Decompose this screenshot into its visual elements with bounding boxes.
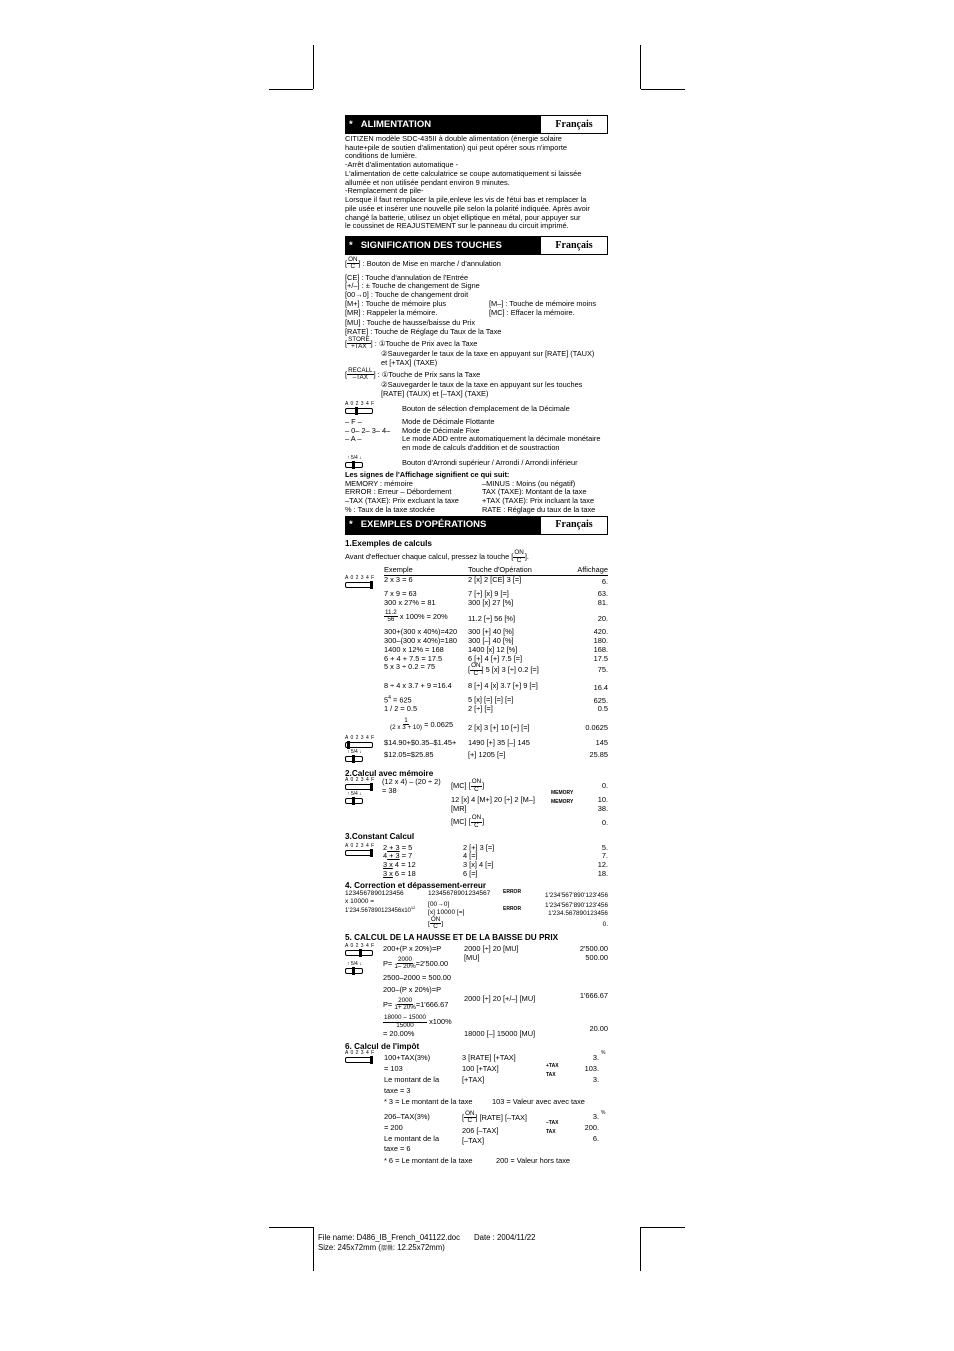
section-header-touches: [345, 236, 608, 255]
error-indicator: ERROR: [503, 889, 522, 896]
tax-example-add: A 0 2 3 4 F 100+TAX(3%) = 103 Le montant de la taxe = 3 3 [RATE] [+TAX] 100 [+TAX] [+TAX] +TAX TAX 3. 103. 3. %: [345, 1051, 608, 1095]
subsection-title: 5. CALCUL DE LA HAUSSE ET DE LA BAISSE DU PRIX: [345, 933, 559, 943]
text-line: Lorsque il faut remplacer la pile,enleve les vis de l'étui bas et remplacer la: [345, 195, 587, 205]
text-line: -Remplacement de pile-: [345, 186, 424, 196]
signs-title: Les signes de l'Affichage signifient ce qui suit:: [345, 469, 510, 479]
decimal-switch-icon: A 0 2 3 4 F: [345, 778, 373, 792]
text-line: [+/–] : ± Touche de changement de Signe: [345, 281, 480, 291]
tax-indicator: +TAX: [546, 1063, 559, 1070]
fraction: $\frac{1}{(2 x 3 + 10)}$: [390, 717, 423, 732]
table-row: 7 x 9 = 63: [384, 589, 417, 599]
fraction: $\frac{2000}{1- 20\%}$: [394, 955, 416, 970]
text-line: [RATE] (TAUX) et [–TAX] (TAXE): [381, 389, 489, 399]
table-row: 300 x 27% = 81: [384, 598, 436, 608]
decimal-switch-icon: A 0 2 3 4 F: [345, 944, 373, 958]
subsection-title: 2.Calcul avec mémoire: [345, 768, 434, 778]
rounding-switch-icon: ↑ 5/4 ↓: [345, 962, 363, 976]
on-key-line: [ $\frac{ON}{C}$ ] : Bouton de Mise en marche / d'annulation: [345, 256, 501, 271]
text-line: conditions de lumière.: [345, 151, 417, 161]
bullet-star-icon: *: [349, 118, 353, 130]
subsection-title: 6. Calcul de l'impôt: [345, 1041, 420, 1051]
bullet-star-icon: *: [349, 239, 353, 251]
section-header-exemples: [345, 516, 608, 535]
manual-page: * ALIMENTATION Français CITIZEN modèle SDC-435II à double alimentation (énergie solaire haute+pile de soutien d'alimentation) qui peut opérer sous n'importe conditions de lumière. -Arrêt d'alimentation automatique - L'alimentation de cette calculatrice se coupe automatiquement si laissée allumée et non utilisée pendant environ 9 minutes. -Remplacement de pile- Lorsque il faut remplacer la pile,enleve les vis de l'étui bas et remplacer la pile usée et insérer une nouvelle pile selon la polarité indiquée. Après avoir changé la batterie, utilisez un objet elliptique en métal, pour appuyer sur le coussinet de REAJUSTEMENT sur le panneau du circuit imprimé. * SIGNIFICATION DES TOUCHES Français [ $\frac{ON}{C}$ ] : Bouton de Mise en marche / d'annulation [CE] : Touche d'annulation de l'Entrée [+/–] : ± Touche de changement de Signe [00→0] : Touche de changement droit [M+] : Touche de mémoire plus [M–] : Touche de mémoire moins [MR] : Rappeler la mémoire. [MC] : Effacer la mémoire. [MU] : Touche de hausse/baisse du Prix [RATE] : Touche de Réglage du Taux de la Taxe [ $\frac{\text{STORE}}{\text{+TAX}}$ ] : ①Touche de Prix avec la Taxe ②Sauvegarder le taux de la taxe en appuyant sur [RATE] (TAUX) et [+TAX] (TAXE) [ $\frac{\text{RECALL}}{\text{–TAX}}$ ] : ①Touche de Prix sans la Taxe ②Sauvegarder le taux de la taxe en appuyant sur les touches [RATE] (TAUX) et [–TAX] (TAXE) A 0 2 3 4 F Bouton de sélection d'emplacement de la Décimale – F – Mode de Décimale Flottante – 0– 2– 3– 4– Mode de Décimale Fixe – A – Le mode ADD entre automatiquement la décimale monétaire en mode de calculs d'addition et de soustraction ↑ 5/4 ↓ Bouton d'Arrondi supérieur / Arrondi / Arrondi inférieur Les signes de l'Affichage signifient ce qui suit: MEMORY : mémoire –MINUS : Moins (ou négatif) ERROR : Erreur – Débordement TAX (TAXE): Montant de la taxe –TAX (TAXE): Prix excluant la taxe +TAX (TAXE): Prix incluant la taxe % : Taux de la taxe stockée RATE : Réglage du taux de la taxe * EXEMPLES D'OPÉRATIONS Français 1.Exemples de calculs Avant d'effectuer chaque calcul, pressez la touche [ $\frac{ON}{C}$ ]. Exemple Touche d'Opération Affichage A 0 2 3 4 F 2 x 3 = 6 2 [x] 2 [CE] 3 [=] 6. 7 x 9 = 63 7 [÷] [x] 9 [=] 63. 300 x 27% = 81 300 [x] 27 [%] 81. $\frac{11.2}{56}$ x 100% = 20% 11.2 [÷] 56 [%] 20. 300+(300 x 40%)=420 300 [+] 40 [%] 420. 300–(300 x 40%)=180 300 [–] 40 [%] 180. 1400 x 12% = 168 1400 [x] 12 [%] 168. 6 + 4 + 7.5 = 17.5 6 [+] 4 [+] 7.5 [=] 17.5 5 x 3 ÷ 0.2 = 75 [ $\frac{ON}{C}$ ] 5 [x] 3 [÷] 0.2 [=] 75. 8 ÷ 4 x 3.7 + 9 =16.4 8 [÷] 4 [x] 3.7 [+] 9 [=] 16.4 $5^4 = 625$ 5 [x] [=] [=] [=] 625. 1 / 2 = 0.5 2 [÷] [=] 0.5 $\frac{1}{(2 x 3 + 10)}$ = 0.0625 2 [x] 3 [+] 10 [÷] [=] 0.0625 A 0 2 3 4 F ↑ 5/4 ↓ $14.90+$0.35–$1.45+ 1490 [+] 35 [–] 145 145 $12.05=$25.85 [+] 1205 [=] 25.85 2.Calcul avec mémoire A 0 2 3 4 F ↑ 5/4 ↓ (12 x 4) – (20 ÷ 2) = 38 [MC] [ $\frac{ON}{C}$ ] 12 [x] 4 [M+] 20 [÷] 2 [M–] [MR] [MC] [ $\frac{ON}{C}$ ] MEMORY MEMORY 0. 10. 38. 0. 3.Constant Calcul A 0 2 3 4 F 2 + 3 = 5 4 + 3 = 7 3 x 4 = 12 3 x 6 = 18 2 [+] 3 [=] 4 [=] 3 [x] 4 [=] 6 [=] 5. 7. 12. 18. 4. Correction et dépassement-erreur 1234567890123456 x 10000 = $1'234.567890123456x10^{12}$ 12345678901234567 [00→0] [x] 10000 [=] [ $\frac{ON}{C}$ ] ERROR ERROR 1'234'567'890'123'456 1'234'567'890'123'456 1'234.567890123456 0. 5. CALCUL DE LA HAUSSE ET DE LA BAISSE DU PRIX A 0 2 3 4 F ↑ 5/4 ↓ 200+(P x 20%)=P P= $\frac{2000}{1- 20\%}$ =2'500.00 2500–2000 = 500.00 200–(P x 20%)=P P= $\frac{2000}{1+ 20\%}$ =1'666.67 $\frac{18000 - 15000}{15000}$ x100% = 20.00% 2000 [÷] 20 [MU] [MU] 2000 [÷] 20 [+/–] [MU] 18000 [–] 15000 [MU] 2'500.00 500.00 1'666.67 20.00 6. Calcul de l'impôt A 0 2 3 4 F 100+TAX(3%) = 103 Le montant de la taxe = 3 3 [RATE] [+TAX] 100 [+TAX] [+TAX] +TAX TAX 3. 103. 3. % * 3 = Le montant de la taxe 103 = Valeur avec avec taxe 206–TAX(3%) = 200 Le montant de la taxe = 6 [ $\frac{ON}{C}$ ] [RATE] [–TAX] 206 [–TAX] [–TAX] –TAX TAX 3. 200. 6. % * 6 = Le montant de la taxe 200 = Valeur hors taxe: [345, 115, 608, 1166]
section-title: EXEMPLES D'OPÉRATIONS: [360, 519, 487, 531]
table-row: 6 + 4 + 7.5 = 17.5: [384, 653, 443, 663]
text-line: changé la batterie, utilisez un objet elliptique en métal, pour appuyer sur: [345, 212, 581, 222]
rounding-switch-icon: ↑ 5/4 ↓: [345, 792, 363, 806]
crop-mark: [641, 89, 685, 90]
text-line: L'alimentation de cette calculatrice se coupe automatiquement si laissée: [345, 168, 582, 178]
text-line: pile usée et insérer une nouvelle pile selon la polarité indiquée. Après avoir: [345, 203, 590, 213]
decimal-switch-icon: A 0 2 3 4 F: [345, 402, 402, 416]
text-line: [RATE] : Touche de Réglage du Taux de la Taxe: [345, 327, 502, 337]
text-line: ②Sauvegarder le taux de la taxe en appuyant sur [RATE] (TAUX): [381, 349, 595, 359]
text-line: -Arrêt d'alimentation automatique -: [345, 160, 459, 170]
file-info-footer: File name: D486_IB_French_041122.doc Date : 2004/11/22 Size: 245x72mm (摺疊: 12.25x72mm): [318, 1233, 536, 1252]
on-c-key-icon: $\frac{ON}{C}$: [471, 662, 481, 677]
decimal-switch-icon: A 0 2 3 4 F: [345, 576, 373, 590]
tax-indicator: –TAX: [546, 1120, 559, 1127]
text-line: [M–] : Touche de mémoire moins: [489, 298, 597, 308]
constant-example: A 0 2 3 4 F 2 + 3 = 5 4 + 3 = 7 3 x 4 = 12 3 x 6 = 18 2 [+] 3 [=] 4 [=] 3 [x] 4 [=] 6 [=] 5. 7. 12. 18.: [345, 842, 608, 878]
fraction: $\frac{2000}{1+ 20\%}$: [394, 996, 416, 1011]
text-line: haute+pile de soutien d'alimentation) qui peut opérer sous n'importe: [345, 142, 568, 152]
language-label: Français: [555, 519, 593, 531]
text-line: allumée et non utilisée pendant environ 9 minutes.: [345, 177, 510, 187]
fraction: $\frac{18000 - 15000}{15000}$: [384, 1014, 427, 1029]
language-label: Français: [555, 239, 593, 251]
fraction: $\frac{11.2}{56}$: [385, 608, 397, 624]
touches-text: [ $\frac{ON}{C}$ ] : Bouton de Mise en marche / d'annulation [CE] : Touche d'annulation de l'Entrée [+/–] : ± Touche de changement de Signe [00→0] : Touche de changement droit [M+] : Touche de mémoire plus [M–] : Touche de mémoire moins [MR] : Rappeler la mémoire. [MC] : Effacer la mémoire. [MU] : Touche de hausse/baisse du Prix [RATE] : Touche de Réglage du Taux de la Taxe [ $\frac{\text{STORE}}{\text{+TAX}}$ ] : ①Touche de Prix avec la Taxe ②Sauvegarder le taux de la taxe en appuyant sur [RATE] (TAUX) et [+TAX] (TAXE) [ $\frac{\text{RECALL}}{\text{–TAX}}$ ] : ①Touche de Prix sans la Taxe ②Sauvegarder le taux de la taxe en appuyant sur les touches [RATE] (TAUX) et [–TAX] (TAXE) A 0 2 3 4 F Bouton de sélection d'emplacement de la Décimale – F – Mode de Décimale Flottante – 0– 2– 3– 4– Mode de Décimale Fixe – A – Le mode ADD entre automatiquement la décimale monétaire en mode de calculs d'addition et de soustraction ↑ 5/4 ↓ Bouton d'Arrondi supérieur / Arrondi / Arrondi inférieur Les signes de l'Affichage signifient ce qui suit: MEMORY : mémoire –MINUS : Moins (ou négatif) ERROR : Erreur – Débordement TAX (TAXE): Montant de la taxe –TAX (TAXE): Prix excluant la taxe +TAX (TAXE): Prix incluant la taxe % : Taux de la taxe stockée RATE : Réglage du taux de la taxe: [345, 257, 608, 514]
on-c-key-icon: $\frac{ON}{C}$: [465, 1110, 475, 1125]
text-line: [00→0] : Touche de changement droit: [345, 290, 469, 300]
text-line: Bouton de sélection d'emplacement de la Décimale: [402, 403, 570, 413]
table-row: 8 ÷ 4 x 3.7 + 9 =16.4: [384, 680, 452, 690]
section-title: ALIMENTATION: [360, 118, 432, 130]
tax-example-sub: 206–TAX(3%) = 200 Le montant de la taxe = 6 [ $\frac{ON}{C}$ ] [RATE] [–TAX] 206 [–TAX] [–TAX] –TAX TAX 3. 200. 6. %: [345, 1111, 608, 1154]
percent-indicator: %: [601, 1050, 606, 1057]
column-header: Affichage: [572, 566, 608, 576]
table-row: 300+(300 x 40%)=420: [384, 627, 458, 637]
decimal-switch-icon: A 0 2 3 4 F: [345, 844, 373, 858]
table-row: $\frac{1}{(2 x 3 + 10)}$ = 0.0625: [390, 717, 454, 732]
crop-mark: [641, 1227, 685, 1228]
on-c-key-icon: $\frac{ON}{C}$: [471, 778, 482, 793]
text-line: [MC] : Effacer la mémoire.: [489, 307, 575, 317]
table-row: 2 x 3 = 6: [384, 574, 413, 584]
table-row: $\frac{11.2}{56}$ x 100% = 20%: [385, 608, 448, 624]
rounding-switch-icon: ↑ 5/4 ↓: [345, 750, 363, 764]
column-header: Exemple: [384, 566, 468, 576]
table-row: $14.90+$0.35–$1.45+: [384, 737, 457, 747]
table-row: 1400 x 12% = 168: [384, 644, 444, 654]
text-line: [MU] : Touche de hausse/baisse du Prix: [345, 318, 476, 328]
on-c-key-icon: $\frac{ON}{C}$: [514, 549, 524, 564]
recall-key-line: [ $\frac{\text{RECALL}}{\text{–TAX}}$ ] : ①Touche de Prix sans la Taxe: [345, 366, 481, 382]
subsection-title: 3.Constant Calcul: [345, 832, 415, 841]
subsection-title: 4. Correction et dépassement-erreur: [345, 880, 487, 890]
memory-indicator: MEMORY: [551, 790, 574, 797]
column-header: Touche d'Opération: [468, 566, 572, 576]
text-line: ②Sauvegarder le taux de la taxe en appuyant sur les touches: [381, 380, 583, 390]
language-label: Français: [555, 118, 593, 130]
decimal-switch-icon: A 0 2 3 4 F: [345, 1051, 373, 1065]
crop-mark: [313, 45, 314, 89]
examples-table: Exemple Touche d'Opération Affichage A 0 2 3 4 F 2 x 3 = 6 2 [x] 2 [CE] 3 [=] 6. 7 x 9 = 63 7 [÷] [x] 9 [=] 63. 300 x 27% = 81 300 [x] 27 [%] 81. $\frac{11.2}{56}$ x 100% = 20% 11.2 [÷] 56 [%] 20. 300+(300 x 40%)=420 300 [+] 40 [%] 420. 300–(300 x 40%)=180 300 [–] 40 [%] 180. 1400 x 12% = 168 1400 [x] 12 [%] 168. 6 + 4 + 7.5 = 17.5 6 [+] 4 [+] 7.5 [=] 17.5 5 x 3 ÷ 0.2 = 75 [ $\frac{ON}{C}$ ] 5 [x] 3 [÷] 0.2 [=] 75. 8 ÷ 4 x 3.7 + 9 =16.4 8 [÷] 4 [x] 3.7 [+] 9 [=] 16.4 $5^4 = 625$ 5 [x] [=] [=] [=] 625. 1 / 2 = 0.5 2 [÷] [=] 0.5 $\frac{1}{(2 x 3 + 10)}$ = 0.0625 2 [x] 3 [+] 10 [÷] [=] 0.0625 A 0 2 3 4 F ↑ 5/4 ↓ $14.90+$0.35–$1.45+ 1490 [+] 35 [–] 145 145 $12.05=$25.85 [+] 1205 [=] 25.85: [345, 566, 608, 764]
error-indicator: ERROR: [503, 906, 522, 913]
store-key-line: [ $\frac{\text{STORE}}{\text{+TAX}}$ ] : ①Touche de Prix avec la Taxe: [345, 335, 478, 351]
recall-tax-key-icon: $\frac{\text{RECALL}}{\text{–TAX}}$: [348, 366, 373, 382]
text-line: le coussinet de REAJUSTEMENT sur le panneau du circuit imprimé.: [345, 221, 569, 231]
section-header-alimentation: [345, 115, 608, 134]
crop-mark: [640, 45, 641, 89]
table-row: 5 x 3 ÷ 0.2 = 75: [384, 662, 436, 672]
bullet-star-icon: *: [349, 519, 353, 531]
error-example: 1234567890123456 x 10000 = $1'234.567890123456x10^{12}$ 12345678901234567 [00→0] [x] 10000 [=] [ $\frac{ON}{C}$ ] ERROR ERROR 1'234'567'890'123'456 1'234'567'890'123'456 1'234.567890123456 0.: [345, 889, 608, 930]
text-line: [M+] : Touche de mémoire plus: [345, 298, 447, 308]
memory-indicator: MEMORY: [551, 799, 574, 806]
on-c-key-icon: $\frac{ON}{C}$: [430, 915, 441, 930]
tax-indicator: TAX: [546, 1072, 556, 1079]
text-line: Bouton d'Arrondi supérieur / Arrondi / Arrondi inférieur: [402, 457, 578, 467]
alimentation-text: [345, 135, 608, 231]
tax-indicator: TAX: [546, 1129, 556, 1136]
table-row: $5^4 = 625$: [384, 694, 412, 705]
subsection-title: 1.Exemples de calculs: [345, 538, 432, 548]
store-tax-key-icon: $\frac{\text{STORE}}{\text{+TAX}}$: [348, 335, 370, 351]
file-date: Date : 2004/11/22: [474, 1233, 536, 1242]
section-title: SIGNIFICATION DES TOUCHES: [360, 239, 502, 251]
intro-line: Avant d'effectuer chaque calcul, pressez la touche [ $\frac{ON}{C}$ ].: [345, 549, 529, 564]
memory-example: A 0 2 3 4 F ↑ 5/4 ↓ (12 x 4) – (20 ÷ 2) = 38 [MC] [ $\frac{ON}{C}$ ] 12 [x] 4 [M+] 20 [÷] 2 [M–] [MR] [MC] [ $\frac{ON}{C}$ ] MEMORY MEMORY 0. 10. 38. 0.: [345, 777, 608, 829]
on-c-key-icon: $\frac{ON}{C}$: [471, 814, 482, 829]
crop-mark: [269, 89, 313, 90]
table-row: 1 / 2 = 0.5: [384, 704, 418, 714]
crop-mark: [640, 1227, 641, 1271]
table-row: 300–(300 x 40%)=180: [384, 636, 457, 646]
decimal-switch-icon: A 0 2 3 4 F: [345, 736, 373, 750]
on-c-key-icon: $\frac{ON}{C}$: [348, 256, 358, 271]
text-line: [MR] : Rappeler la mémoire.: [345, 307, 438, 317]
rounding-switch-icon: ↑ 5/4 ↓: [345, 456, 363, 470]
markup-example: A 0 2 3 4 F ↑ 5/4 ↓ 200+(P x 20%)=P P= $\frac{2000}{1- 20\%}$ =2'500.00 2500–2000 = 500.00 200–(P x 20%)=P P= $\frac{2000}{1+ 20\%}$ =1'666.67 $\frac{18000 - 15000}{15000}$ x100% = 20.00% 2000 [÷] 20 [MU] [MU] 2000 [÷] 20 [+/–] [MU] 18000 [–] 15000 [MU] 2'500.00 500.00 1'666.67 20.00: [345, 942, 608, 1039]
text-line: [CE] : Touche d'annulation de l'Entrée: [345, 272, 469, 282]
percent-indicator: %: [601, 1110, 606, 1117]
crop-mark: [269, 1227, 313, 1228]
text-line: et [+TAX] (TAXE): [381, 358, 438, 368]
crop-mark: [313, 1227, 314, 1271]
text-line: CITIZEN modèle SDC-435II à double alimentation (énergie solaire: [345, 134, 562, 143]
file-name: File name: D486_IB_French_041122.doc: [318, 1233, 461, 1242]
